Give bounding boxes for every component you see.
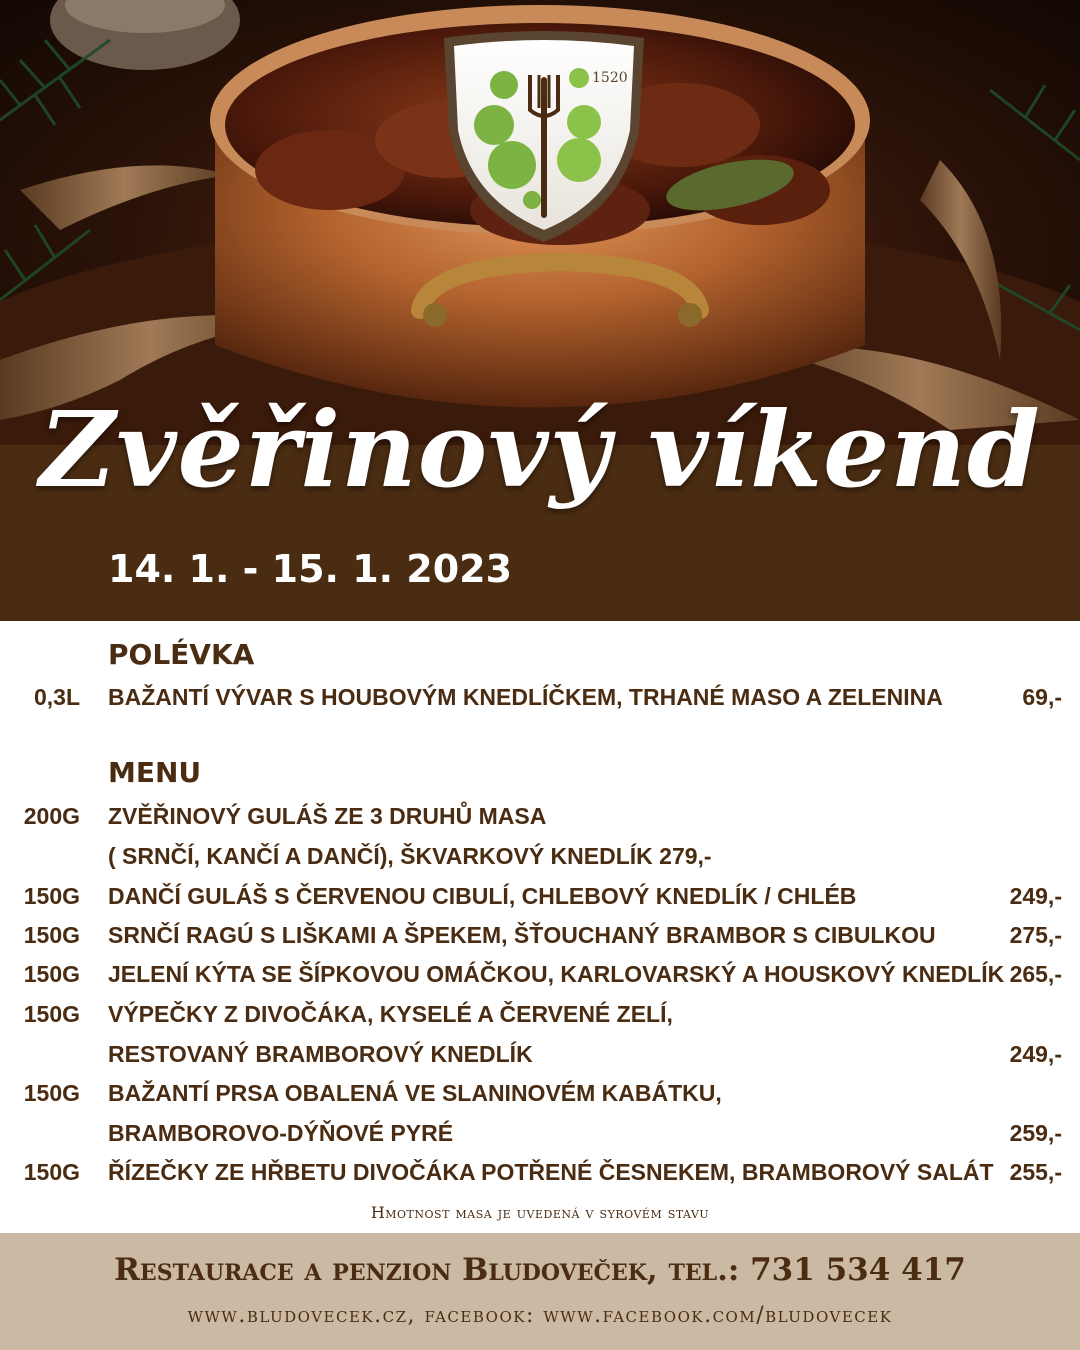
menu-row-continuation — [0, 1041, 1080, 1079]
item-description: SRNČÍ RAGÚ S LIŠKAMI A ŠPEKEM, ŠŤOUCHANÝ BRAMBOR S CIBULKOU — [108, 922, 936, 948]
item-description: BAŽANTÍ PRSA OBALENÁ VE SLANINOVÉM KABÁTKU, — [108, 1080, 722, 1106]
item-description: DANČÍ GULÁŠ S ČERVENOU CIBULÍ, CHLEBOVÝ KNEDLÍK / CHLÉB — [108, 883, 857, 909]
menu-row-continuation — [0, 1120, 1080, 1158]
item-price: 249,- — [1009, 1041, 1062, 1067]
item-description: RESTOVANÝ BRAMBOROVÝ KNEDLÍK — [108, 1041, 533, 1067]
item-price: 275,- — [1009, 922, 1062, 948]
item-description: BRAMBOROVO-DÝŇOVÉ PYRÉ — [108, 1120, 454, 1146]
menu-row — [0, 1080, 1080, 1118]
menu-row — [0, 1159, 1080, 1197]
item-weight: 150G — [23, 883, 80, 909]
logo-year: 1520 — [592, 70, 628, 86]
page-title: Zvěřinový víkend — [39, 388, 1041, 511]
item-weight: 0,3L — [33, 684, 80, 710]
item-weight: 150G — [23, 1080, 80, 1106]
item-price: 259,- — [1009, 1120, 1062, 1146]
item-description: ŘÍZEČKY ZE HŘBETU DIVOČÁKA POTŘENÉ ČESNEKEM, BRAMBOROVÝ SALÁT — [108, 1159, 994, 1185]
item-description: ( SRNČÍ, KANČÍ A DANČÍ), ŠKVARKOVÝ KNEDLÍK 279,- — [108, 843, 712, 869]
item-description: VÝPEČKY Z DIVOČÁKA, KYSELÉ A ČERVENÉ ZELÍ, — [108, 1001, 673, 1027]
menu-row — [0, 961, 1080, 999]
footer — [0, 1233, 1080, 1350]
section-heading-menu: MENU — [108, 756, 202, 789]
item-price: 249,- — [1009, 883, 1062, 909]
item-weight: 150G — [23, 1001, 80, 1027]
menu-row-continuation — [0, 843, 1080, 881]
menu-row — [0, 883, 1080, 921]
menu-row — [0, 922, 1080, 960]
menu-row — [0, 1001, 1080, 1039]
menu-row — [0, 684, 1080, 722]
item-weight: 200G — [23, 803, 80, 829]
item-weight: 150G — [23, 961, 80, 987]
item-description: JELENÍ KÝTA SE ŠÍPKOVOU OMÁČKOU, KARLOVARSKÝ A HOUSKOVÝ KNEDLÍK — [108, 961, 1005, 987]
item-weight: 150G — [23, 1159, 80, 1185]
event-date: 14. 1. - 15. 1. 2023 — [108, 547, 513, 591]
weight-note: Hmotnost masa je uvedená v syrovém stavu — [370, 1203, 710, 1222]
item-weight: 150G — [23, 922, 80, 948]
item-price: 255,- — [1009, 1159, 1062, 1185]
item-description: BAŽANTÍ VÝVAR S HOUBOVÝM KNEDLÍČKEM, TRHANÉ MASO A ZELENINA — [108, 684, 943, 710]
item-price: 69,- — [1022, 684, 1062, 710]
item-description: ZVĚŘINOVÝ GULÁŠ ZE 3 DRUHŮ MASA — [108, 803, 547, 829]
section-heading-soup: POLÉVKA — [108, 638, 255, 671]
footer-contact: Restaurace a penzion Bludoveček, tel.: 731 534 417 — [114, 1252, 966, 1288]
restaurant-logo — [434, 30, 654, 245]
footer-links: www.bludovecek.cz, facebook: www.facebook.com/bludovecek — [187, 1303, 893, 1328]
item-price: 265,- — [1009, 961, 1062, 987]
menu-row — [0, 803, 1080, 841]
